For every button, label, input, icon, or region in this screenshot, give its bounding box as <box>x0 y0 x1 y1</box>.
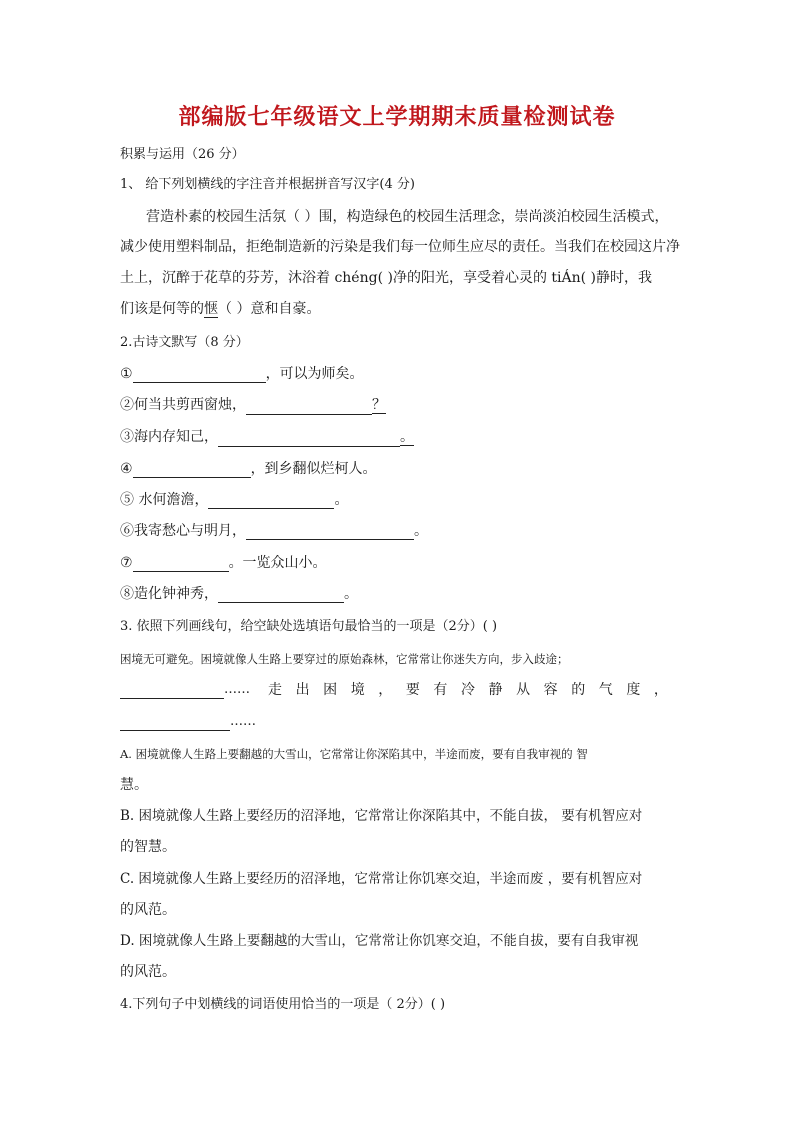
q3-spread-sentence <box>268 681 668 699</box>
poem-line-7 <box>120 554 327 572</box>
fill-blank[interactable] <box>218 588 344 603</box>
spread-char: 容 <box>543 682 558 698</box>
option-a: A. 困境就像人生路上要翻越的大雪山，它常常让你深陷其中，半途而废，要有自我审视的 智 <box>120 747 588 761</box>
fill-blank[interactable] <box>120 684 224 699</box>
option-b: B. 困境就像人生路上要经历的沼泽地，它常常让你深陷其中，不能自拔， 要有机智应对 <box>120 808 643 824</box>
q1-text: 们该是何等的 <box>120 301 204 317</box>
poem-line-4 <box>120 460 377 478</box>
option-c-cont: 的风范。 <box>120 902 176 918</box>
spread-char: 的 <box>571 682 586 698</box>
fill-blank[interactable] <box>208 494 334 509</box>
item-number: ⑦ <box>120 555 133 571</box>
spread-char: 度 <box>626 682 641 698</box>
fill-blank[interactable] <box>246 525 414 540</box>
section-heading: 积累与运用（26 分） <box>120 147 245 162</box>
underlined-char: 惬 <box>204 301 218 317</box>
spread-char: 冷 <box>460 682 475 698</box>
q3-blank-line-2 <box>120 713 256 731</box>
q1-paragraph-line <box>120 300 320 318</box>
poem-text: ②何当共剪西窗烛， <box>120 397 246 413</box>
poem-text: ③海内存知己， <box>120 429 218 445</box>
poem-line-1 <box>120 365 364 383</box>
item-number: ① <box>120 366 133 382</box>
spread-char: ， <box>653 682 668 698</box>
spread-char: 困 <box>323 682 338 698</box>
option-d: D. 困境就像人生路上要翻越的大雪山，它常常让你饥寒交迫，不能自拔，要有自我审视 <box>120 933 639 949</box>
option-b-cont: 的智慧。 <box>120 839 176 855</box>
spread-char: 气 <box>598 682 613 698</box>
question-3-heading: 3. 依照下列画线句，给空缺处选填语句最恰当的一项是（2分）( ) <box>120 619 498 634</box>
fill-blank[interactable] <box>218 432 400 447</box>
question-4-heading: 4.下列句子中划横线的词语使用恰当的一项是（ 2分）( ) <box>120 997 446 1012</box>
poem-text: 。 <box>414 523 428 539</box>
spread-char: 有 <box>433 682 448 698</box>
poem-line-2 <box>120 396 386 415</box>
spread-char: 从 <box>516 682 531 698</box>
spread-char: 出 <box>295 682 310 698</box>
q1-paragraph-line: 减少使用塑料制品，拒绝制造新的污染是我们每一位师生应尽的责任。当我们在校园这片净 <box>120 239 680 255</box>
q3-blank-line-1 <box>120 681 250 699</box>
question-2-heading: 2.古诗文默写（8 分） <box>120 335 249 350</box>
poem-text: ⑧造化钟神秀， <box>120 586 218 602</box>
q3-passage: 困境无可避免。困境就像人生路上要穿过的原始森林，它常常让你迷失方向，步入歧途； <box>120 652 569 666</box>
option-a-cont: 慧。 <box>120 777 148 793</box>
spread-char: ， <box>378 682 393 698</box>
poem-line-6 <box>120 522 428 540</box>
poem-line-8 <box>120 585 358 603</box>
q1-text: （ ）意和自豪。 <box>218 301 321 317</box>
fill-blank[interactable] <box>133 463 251 478</box>
option-d-cont: 的风范。 <box>120 964 176 980</box>
poem-text: ？ <box>372 397 386 413</box>
spread-char: 走 <box>268 682 282 698</box>
ellipsis: …… <box>230 714 256 729</box>
q1-paragraph-line: 营造朴素的校园生活氛（ ）围，构造绿色的校园生活理念，崇尚淡泊校园生活模式， <box>146 209 669 225</box>
item-number: ④ <box>120 461 133 477</box>
poem-line-3 <box>120 428 414 447</box>
ellipsis: …… <box>224 682 250 697</box>
fill-blank[interactable] <box>120 716 230 731</box>
poem-text: ⑥我寄愁心与明月， <box>120 523 246 539</box>
poem-text: 。 <box>344 586 358 602</box>
poem-text: ，可以为师矣。 <box>265 366 364 382</box>
spread-char: 静 <box>488 682 503 698</box>
fill-blank[interactable] <box>133 557 229 572</box>
poem-text: ，到乡翻似烂柯人。 <box>250 461 377 477</box>
spread-char: 要 <box>405 682 420 698</box>
poem-line-5 <box>120 491 348 509</box>
poem-text: 。一览众山小。 <box>228 555 327 571</box>
poem-text: 。 <box>334 492 349 508</box>
spread-char: 境 <box>350 682 365 698</box>
fill-blank[interactable] <box>246 400 372 415</box>
fill-blank[interactable] <box>133 368 266 383</box>
page-title: 部编版七年级语文上学期期末质量检测试卷 <box>178 105 616 130</box>
question-1-heading: 1、 给下列划横线的字注音并根据拼音写汉字(4 分) <box>120 177 415 192</box>
option-c: C. 困境就像人生路上要经历的沼泽地，它常常让你饥寒交迫，半途而废 ，要有机智应对 <box>120 871 643 887</box>
q1-paragraph-line: 土上，沉醉于花草的芬芳，沐浴着 chéng( )净的阳光，享受着心灵的 tiÁn( )静时，我 <box>120 270 652 286</box>
poem-text: ⑤ 水何澹澹， <box>120 492 209 508</box>
poem-text: 。 <box>400 429 414 445</box>
